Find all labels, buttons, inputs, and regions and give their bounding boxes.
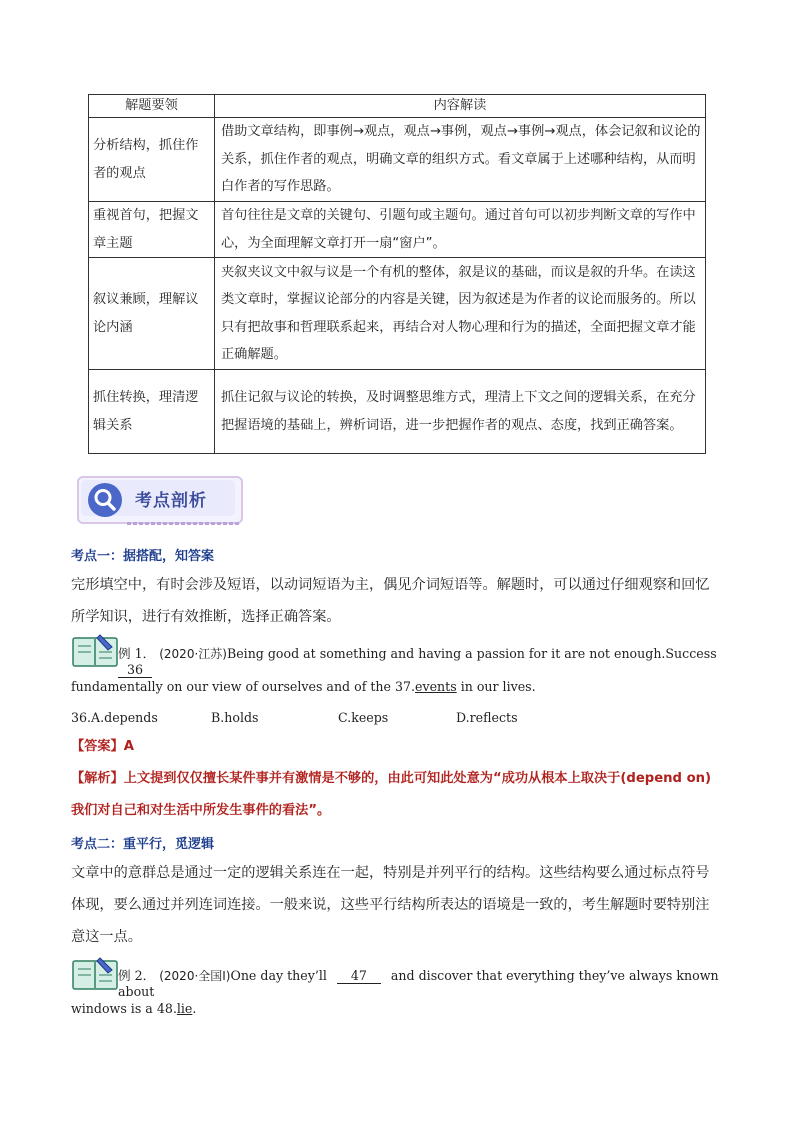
answer: 【答案】A: [71, 739, 134, 754]
kp2-intro: 文章中的意群总是通过一定的逻辑关系连在一起，特别是并列平行的结构。这些结构要么通过标点符号体现，要么通过并列连词连接。一般来说，这些平行结构所表达的语境是一致的，考生解题时要特别注意这一点。: [71, 865, 710, 945]
table-row: [89, 258, 706, 370]
example2-line2: [71, 1001, 196, 1016]
example2-text-c: windows is a 48.: [71, 1001, 177, 1016]
example1-word-events: events: [415, 679, 457, 694]
kp2-title: 考点二：重平行，觅逻辑: [71, 837, 215, 852]
example1-source: (2020·江苏): [159, 647, 227, 661]
analysis-line1: 【解析】上文提到仅仅擅长某件事并有激情是不够的，由此可知此处意为“成功从根本上取决于(depend on): [71, 771, 712, 786]
option-a: 36.A.depends: [71, 710, 158, 725]
kp1-title: 考点一：据搭配，知答案: [71, 549, 215, 564]
table-row-key: 抓住转换，理清逻辑关系: [89, 370, 215, 454]
table-row-text: 抓住记叙与议论的转换，及时调整思维方式，理清上下文之间的逻辑关系，在充分把握语境的基础上，辨析词语，进一步把握作者的观点、态度，找到正确答案。: [215, 370, 706, 454]
magnifier-icon: [87, 482, 123, 518]
example2-word-lie: lie: [176, 1001, 193, 1016]
example1-text-c: in our lives.: [460, 679, 536, 694]
example2-source: (2020·全国Ⅰ): [159, 969, 231, 983]
example2-line1: [118, 965, 728, 999]
tips-table: [88, 94, 706, 454]
section-banner: [71, 472, 241, 526]
table-row-key: 分析结构，抓住作者的观点: [89, 118, 215, 202]
table-row: [89, 202, 706, 258]
option-b: B.holds: [211, 710, 259, 725]
table-header-row: [89, 95, 706, 118]
table-header-content: 内容解读: [215, 95, 706, 118]
table-row-text: 夹叙夹议文中叙与议是一个有机的整体，叙是议的基础，而议是叙的升华。在读这类文章时，掌握议论部分的内容是关键，因为叙述是为作者的议论而服务的。所以只有把故事和哲理联系起来，再结合对人物心理和行为的描述，全面把握文章才能正确解题。: [215, 258, 706, 370]
example2-text-b: and discover that everything they’ve always known about: [118, 968, 719, 999]
example2-blank-47: 47: [337, 968, 381, 984]
table-header-key: 解题要领: [89, 95, 215, 118]
banner-title: 考点剖析: [135, 491, 207, 511]
example2-label: 例 2．: [118, 968, 156, 983]
option-d: D.reflects: [456, 710, 518, 725]
example1-line1: [118, 643, 728, 678]
book-pen-icon: [72, 632, 118, 668]
table-row: [89, 370, 706, 454]
kp1-intro: 完形填空中，有时会涉及短语，以动词短语为主，偶见介词短语等。解题时，可以通过仔细观察和回忆所学知识，进行有效推断，选择正确答案。: [71, 577, 710, 625]
analysis-line2: 我们对自己和对生活中所发生事件的看法”。: [71, 803, 331, 818]
example1-line2: [71, 679, 536, 694]
option-c: C.keeps: [338, 710, 389, 725]
table-row-key: 叙议兼顾，理解议论内涵: [89, 258, 215, 370]
book-pen-icon: [72, 955, 118, 991]
example1-blank-36: 36: [118, 662, 152, 678]
example1-text-b: fundamentally on our view of ourselves and of the 37.: [71, 679, 416, 694]
table-row-key: 重视首句，把握文章主题: [89, 202, 215, 258]
table-row: [89, 118, 706, 202]
table-row-text: 借助文章结构，即事例→观点，观点→事例，观点→事例→观点，体会记叙和议论的关系，抓住作者的观点，明确文章的组织方式。看文章属于上述哪种结构，从而明白作者的写作思路。: [215, 118, 706, 202]
example1-text-a: Being good at something and having a passion for it are not enough.Success: [226, 646, 717, 661]
example2-text-a: One day they’ll: [230, 968, 327, 983]
example2-text-d: .: [192, 1001, 197, 1016]
table-row-text: 首句往往是文章的关键句、引题句或主题句。通过首句可以初步判断文章的写作中心，为全面理解文章打开一扇“窗户”。: [215, 202, 706, 258]
example1-label: 例 1．: [118, 646, 156, 661]
